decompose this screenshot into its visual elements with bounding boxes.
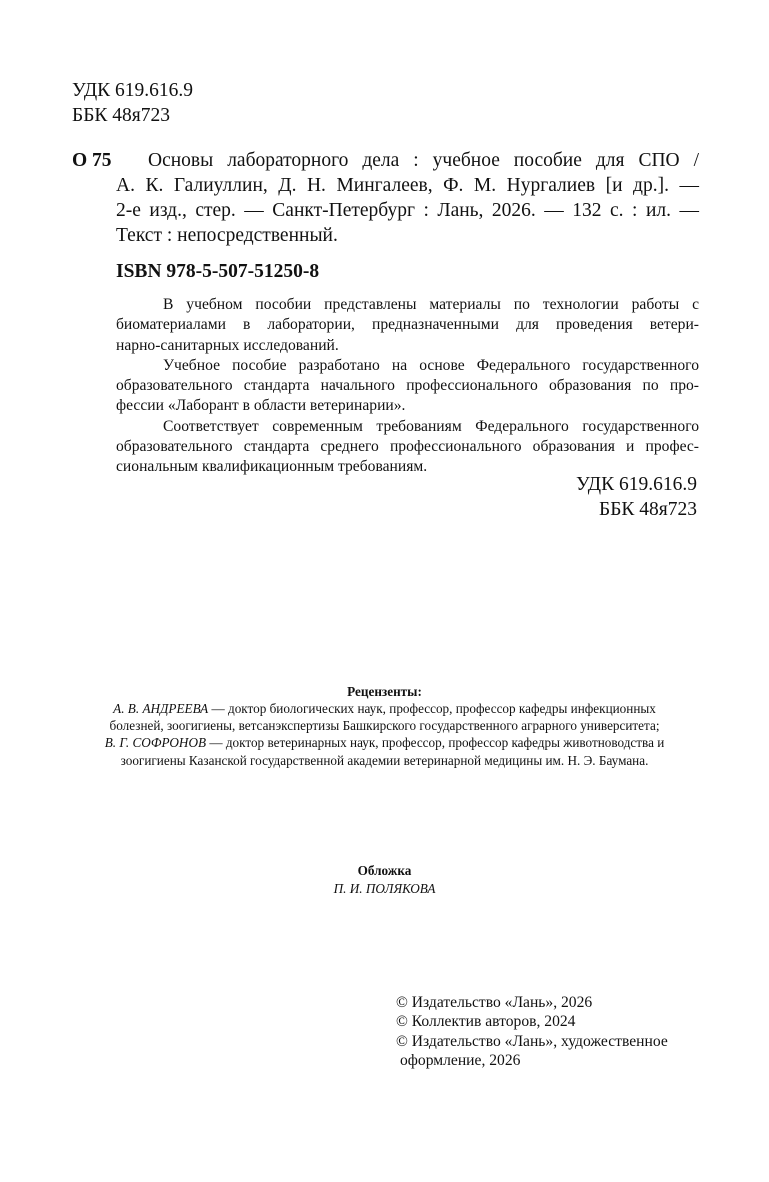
reviewer-1-desc-cont: болезней, зоогигиены, ветсанэкспертизы Башкирского государственного аграрного университета; [109, 718, 660, 734]
copyright-block [396, 993, 668, 1071]
reviewer-1-name: А. В. АНДРЕЕВА [113, 701, 209, 716]
reviewer-2-line [72, 734, 697, 751]
udk-code-right: УДК 619.616.9 [575, 474, 697, 495]
annotation-line: образовательного стандарта среднего профессионального образования и профес- [116, 438, 699, 456]
citation-line: 2-е изд., стер. — Санкт-Петербург : Лань, 2026. — 132 с. : ил. — [116, 200, 699, 221]
author-code: О 75 [72, 150, 112, 171]
annotation-line: сиональным квалификационным требованиям. [116, 458, 428, 476]
annotation-line: Соответствует современным требованиям Федерального государственного [163, 417, 699, 435]
reviewer-1-line [72, 700, 697, 717]
bbk-code: ББК 48я723 [72, 105, 170, 126]
bibliographic-citation [116, 148, 699, 248]
annotation [116, 295, 699, 478]
reviewers-title: Рецензенты: [347, 684, 422, 699]
citation-line: А. К. Галиуллин, Д. Н. Мингалеев, Ф. М. Нургалиев [и др.]. — [116, 175, 699, 196]
annotation-line: В учебном пособии представлены материалы по технологии работы с [163, 296, 699, 313]
udk-code: УДК 619.616.9 [72, 80, 194, 101]
annotation-line: биоматериалами в лаборатории, предназначенными для проведения ветери- [116, 316, 699, 334]
citation-line: Основы лабораторного дела : учебное пособие для СПО / [148, 150, 699, 171]
annotation-line: фессии «Лаборант в области ветеринарии». [116, 397, 406, 415]
reviewer-1-desc: — доктор биологических наук, профессор, профессор кафедры инфекционных [208, 701, 656, 716]
reviewer-2-desc-cont: зоогигиены Казанской государственной академии ветеринарной медицины им. Н. Э. Баумана. [120, 752, 649, 768]
copyright-line: © Коллектив авторов, 2024 [396, 1013, 576, 1031]
annotation-line: образовательного стандарта начального профессионального образования по про- [116, 377, 699, 395]
reviewers-list [72, 700, 697, 769]
bbk-code-right: ББК 48я723 [599, 499, 697, 520]
copyright-line: © Издательство «Лань», художественное [396, 1032, 668, 1050]
annotation-line: Учебное пособие разработано на основе Федерального государственного [163, 356, 699, 374]
citation-line: Текст : непосредственный. [116, 225, 338, 246]
cover-designer: П. И. ПОЛЯКОВА [333, 881, 436, 896]
copyright-line: оформление, 2026 [400, 1052, 521, 1070]
reviewer-2-desc: — доктор ветеринарных наук, профессор, профессор кафедры животноводства и [206, 735, 665, 751]
cover-title: Обложка [357, 863, 412, 878]
isbn: ISBN 978-5-507-51250-8 [116, 261, 320, 282]
reviewer-2-name: В. Г. СОФРОНОВ [104, 735, 207, 751]
copyright-line: © Издательство «Лань», 2026 [396, 994, 593, 1011]
annotation-line: нарно-санитарных исследований. [116, 336, 339, 354]
